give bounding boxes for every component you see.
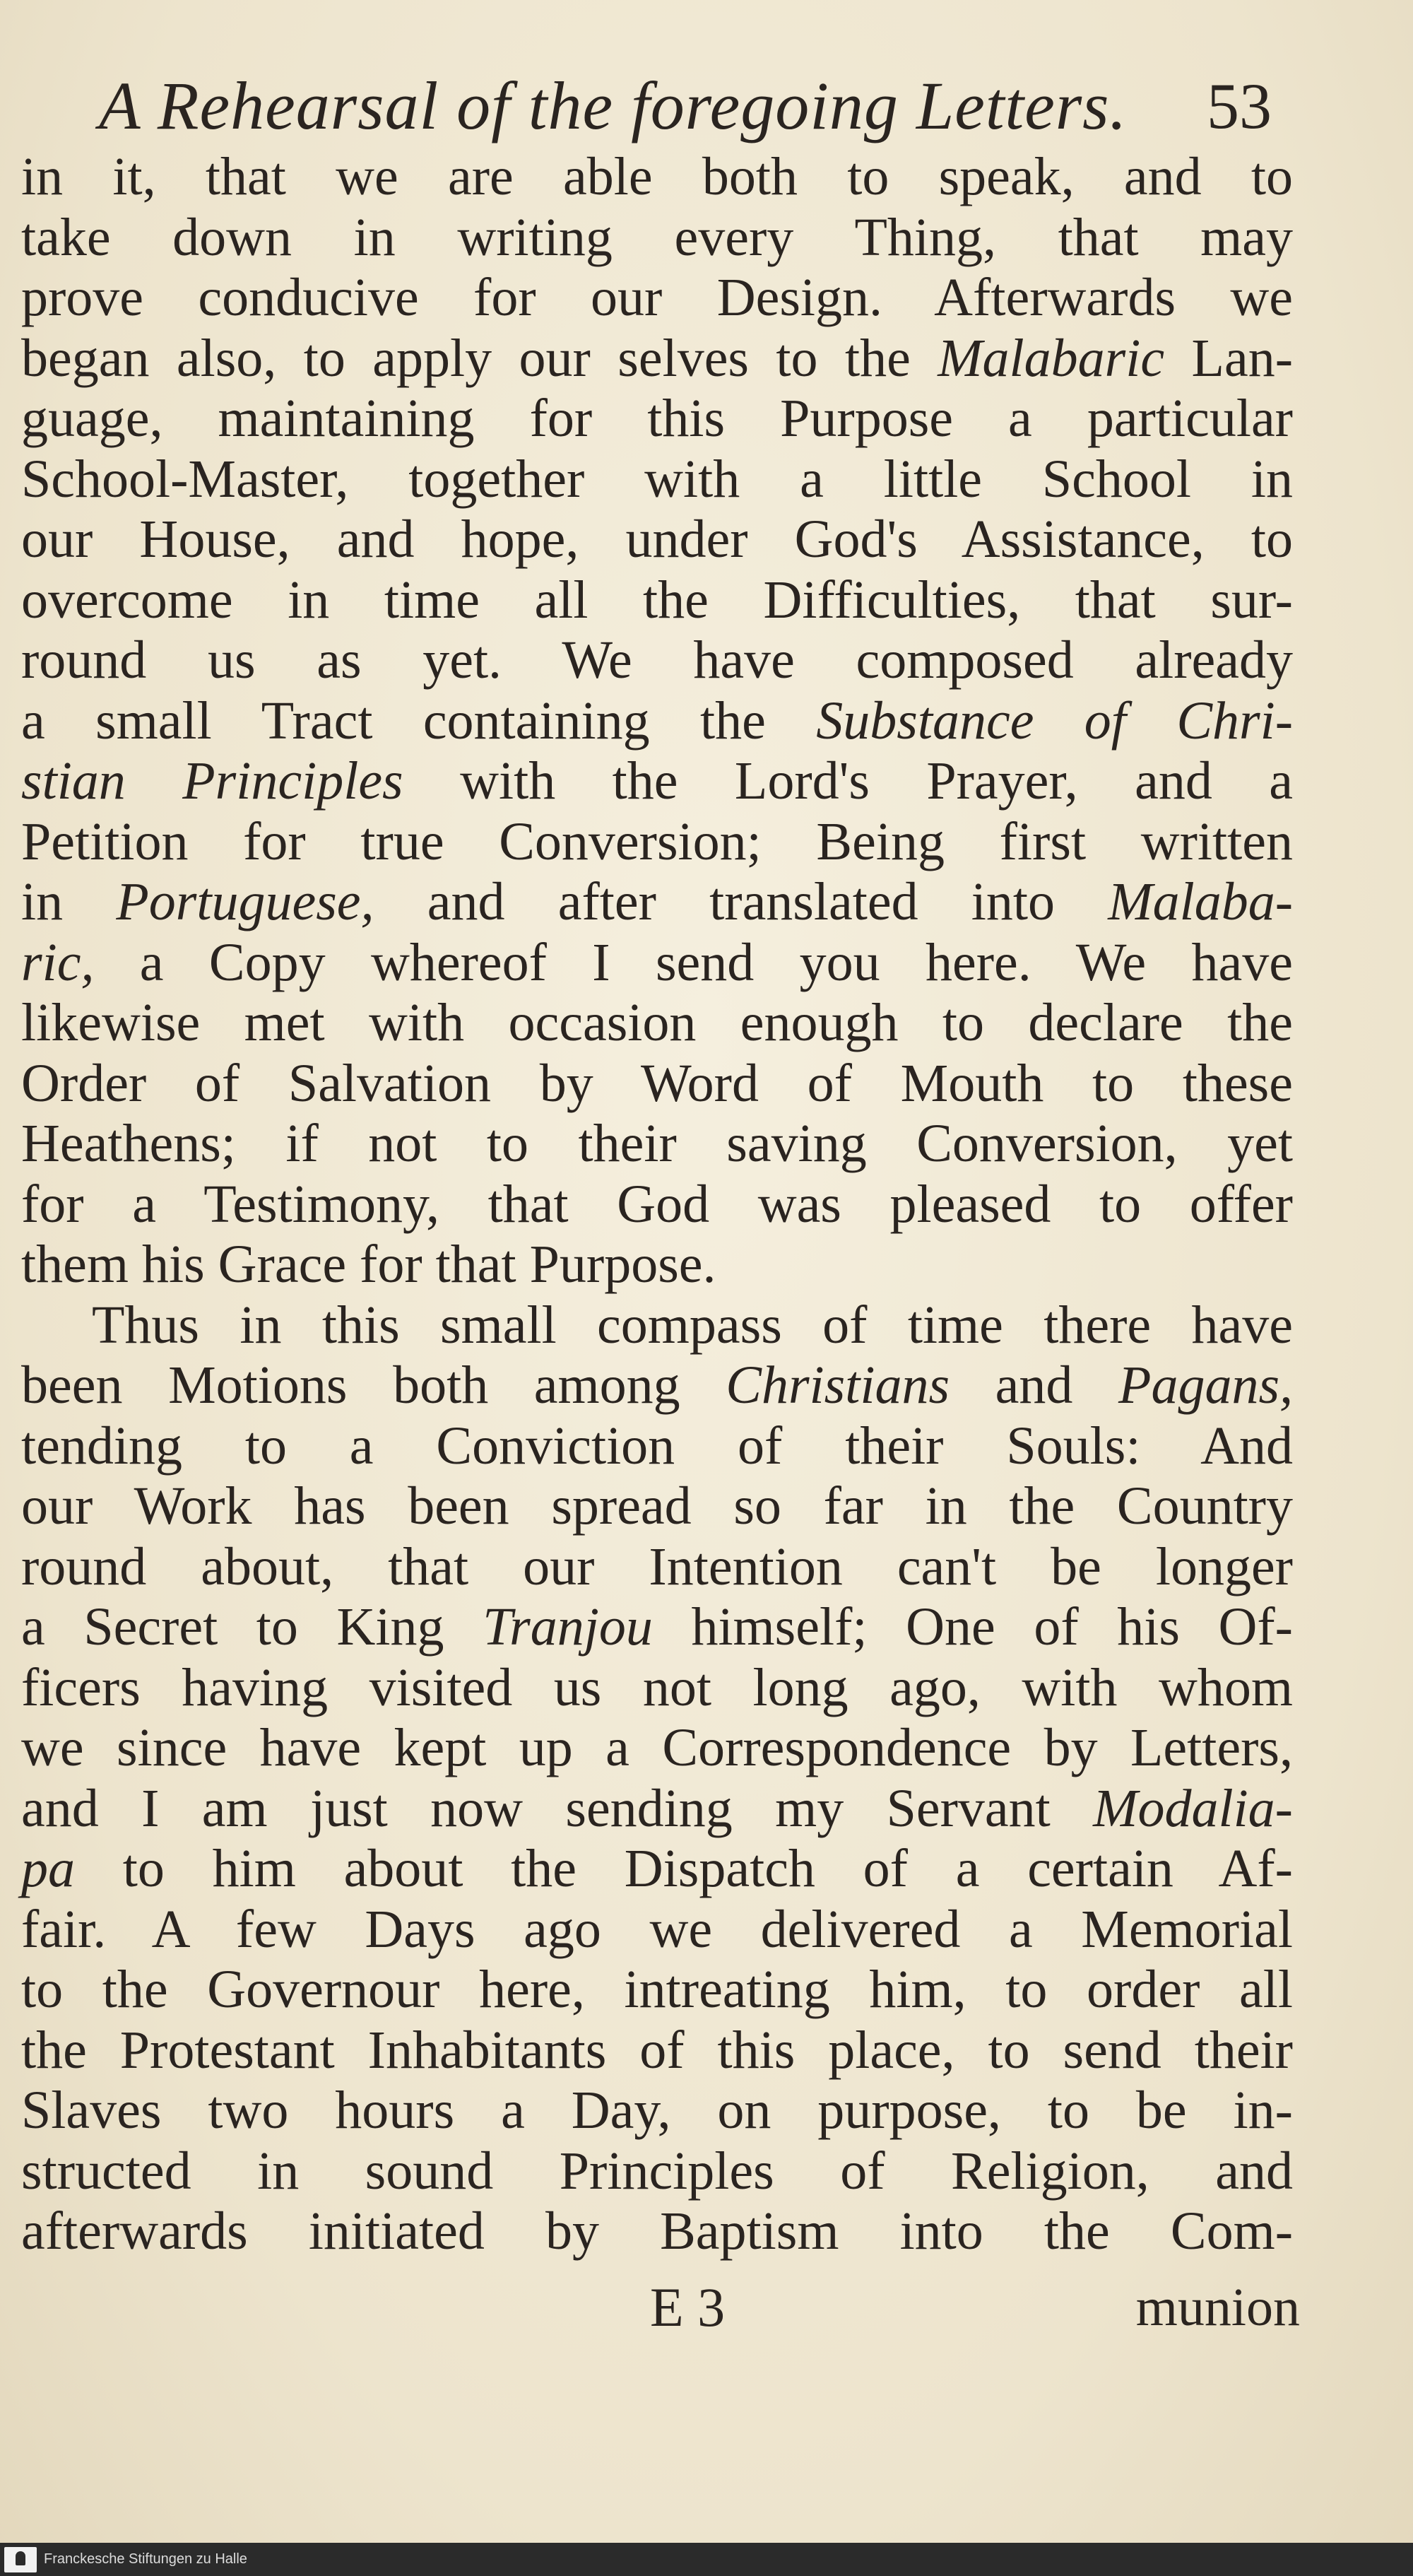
text-line (21, 2021, 1293, 2081)
text-segment: with the Lord's Prayer, and a (403, 751, 1293, 811)
text-line (21, 1960, 1293, 2021)
italic-text: ric, (21, 932, 95, 992)
text-segment: Slaves two hours a Day, on purpose, to be in- (21, 2081, 1293, 2140)
text-segment: been Motions both among (21, 1355, 726, 1415)
text-line (21, 933, 1293, 994)
text-segment: our House, and hope, under God's Assistance, to (21, 510, 1293, 569)
text-segment: Lan- (1164, 328, 1293, 388)
italic-text: Portuguese, (116, 872, 374, 931)
running-title: A Rehearsal of the foregoing Letters. (99, 68, 1128, 143)
text-segment: to the Governour here, intreating him, to order all (21, 1960, 1293, 2019)
text-line (21, 1054, 1293, 1114)
library-logo-icon (4, 2547, 37, 2572)
italic-text: pa (21, 1839, 75, 1898)
text-segment: likewise met with occasion enough to declare the (21, 993, 1293, 1052)
text-line (21, 1114, 1293, 1175)
text-line (21, 1900, 1293, 1960)
text-segment: structed in sound Principles of Religion, and (21, 2141, 1293, 2201)
text-line (21, 1355, 1293, 1416)
italic-text: Pagans, (1118, 1355, 1294, 1415)
text-segment: School-Master, together with a little School in (21, 449, 1293, 509)
text-line (21, 2141, 1293, 2202)
text-line (21, 1476, 1293, 1537)
italic-text: Modalia- (1093, 1778, 1293, 1838)
text-segment: round us as yet. We have composed already (21, 630, 1293, 690)
italic-text: Christians (726, 1355, 950, 1415)
text-segment: fair. A few Days ago we delivered a Memorial (21, 1899, 1293, 1959)
text-line (21, 510, 1293, 570)
text-line (21, 1718, 1293, 1779)
text-segment: for a Testimony, that God was pleased to offer (21, 1174, 1293, 1234)
text-segment: a small Tract containing the (21, 690, 817, 751)
italic-text: Malaba- (1108, 872, 1293, 931)
text-segment: tending to a Conviction of their Souls: And (21, 1416, 1293, 1476)
text-line (21, 993, 1293, 1054)
text-segment: Thus in this small compass of time there have (92, 1295, 1293, 1355)
text-segment: prove conducive for our Design. Afterwards we (21, 268, 1293, 327)
text-segment: Order of Salvation by Word of Mouth to these (21, 1053, 1293, 1113)
italic-text: Malabaric (938, 328, 1165, 388)
text-segment: take down in writing every Thing, that may (21, 207, 1293, 267)
text-segment: our Work has been spread so far in the Country (21, 1476, 1293, 1536)
text-line (21, 1779, 1293, 1840)
text-line (21, 2081, 1293, 2141)
catchword: munion (1135, 2278, 1300, 2337)
italic-text: Substance of Chri- (816, 690, 1294, 751)
text-segment: Heathens; if not to their saving Conversion, yet (21, 1114, 1293, 1173)
text-line (21, 389, 1293, 449)
text-line (21, 630, 1293, 691)
footer-bar (0, 2543, 1413, 2576)
text-line (21, 570, 1293, 631)
text-line (21, 1658, 1293, 1719)
page-number: 53 (1207, 70, 1272, 142)
text-segment: a Copy whereof I send you here. We have (94, 932, 1293, 992)
text-segment: and (950, 1355, 1119, 1415)
text-line (21, 812, 1293, 873)
text-line (21, 1537, 1293, 1598)
text-line (21, 208, 1293, 269)
text-segment: Petition for true Conversion; Being first written (21, 811, 1293, 871)
running-head (99, 64, 1300, 148)
text-line (21, 2201, 1293, 2262)
text-line (21, 691, 1293, 752)
text-line (21, 329, 1293, 389)
text-line (21, 872, 1293, 933)
text-segment: himself; One of his Of- (652, 1597, 1293, 1657)
text-segment: began also, to apply our selves to the (21, 328, 938, 388)
text-line (21, 1175, 1293, 1235)
text-segment: we since have kept up a Correspondence by Letters, (21, 1718, 1293, 1777)
text-line (21, 1235, 1293, 1295)
text-line (21, 1597, 1293, 1658)
text-segment: a Secret to King (21, 1597, 483, 1657)
text-segment: guage, maintaining for this Purpose a particular (21, 389, 1293, 448)
text-line (21, 1295, 1293, 1356)
text-line (21, 449, 1293, 510)
text-segment: overcome in time all the Difficulties, that sur- (21, 570, 1293, 630)
text-segment: and I am just now sending my Servant (21, 1778, 1094, 1838)
signature-mark: E 3 (650, 2276, 726, 2338)
text-line (21, 268, 1293, 329)
italic-text: Tranjou (483, 1597, 653, 1657)
text-line (21, 1416, 1293, 1477)
body-text (21, 147, 1293, 2262)
text-segment: the Protestant Inhabitants of this place, to send their (21, 2020, 1293, 2080)
text-segment: in it, that we are able both to speak, and to (21, 147, 1293, 206)
text-segment: and after translated into (374, 872, 1108, 931)
footer-credit: Franckesche Stiftungen zu Halle (44, 2551, 247, 2567)
text-segment: ficers having visited us not long ago, with whom (21, 1657, 1293, 1717)
text-segment: them his Grace for that Purpose. (21, 1235, 716, 1294)
text-segment: round about, that our Intention can't be longer (21, 1536, 1293, 1596)
text-line (21, 751, 1293, 812)
text-line (21, 1839, 1293, 1900)
text-segment: afterwards initiated by Baptism into the Com- (21, 2201, 1293, 2261)
text-line (21, 147, 1293, 208)
italic-text: stian Principles (21, 751, 403, 811)
text-segment: in (21, 872, 117, 931)
text-segment: to him about the Dispatch of a certain Af- (75, 1839, 1293, 1898)
